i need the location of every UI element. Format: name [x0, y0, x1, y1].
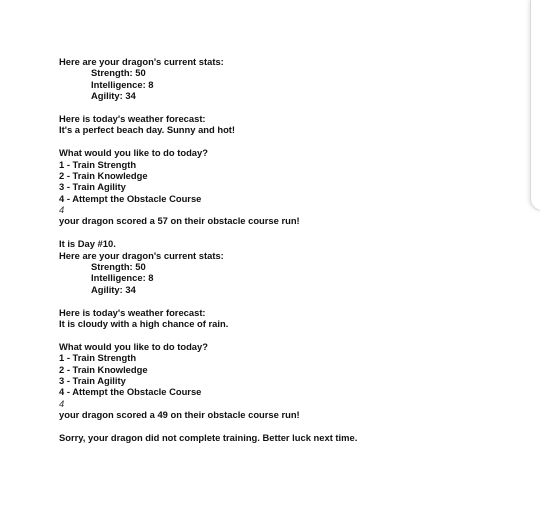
- blank-line: [59, 102, 499, 113]
- stat-intelligence: Intelligence: 8: [91, 78, 154, 90]
- stat-agility: Agility: 34: [91, 90, 136, 102]
- menu-prompt: What would you like to do today?: [59, 340, 208, 352]
- weather-header: Here is today's weather forecast:: [59, 306, 206, 318]
- stats-header: Here are your dragon's current stats:: [59, 56, 224, 67]
- stat-strength: Strength: 50: [91, 67, 146, 79]
- course-result: your dragon scored a 49 on their obstacle course run!: [59, 409, 300, 421]
- user-input[interactable]: 4: [59, 397, 65, 409]
- day-counter: It is Day #10.: [59, 238, 116, 250]
- course-result: your dragon scored a 57 on their obstacle course run!: [59, 215, 300, 227]
- stat-agility: Agility: 34: [91, 283, 136, 295]
- menu-option-1: 1 - Train Strength: [59, 158, 137, 170]
- menu-option-4: 4 - Attempt the Obstacle Course: [59, 386, 202, 398]
- menu-option-2: 2 - Train Knowledge: [59, 363, 148, 375]
- blank-line: [59, 295, 499, 306]
- final-message: Sorry, your dragon did not complete training. Better luck next time.: [59, 431, 358, 443]
- stats-header: Here are your dragon's current stats:: [59, 249, 224, 261]
- weather-header: Here is today's weather forecast:: [59, 112, 206, 124]
- menu-option-2: 2 - Train Knowledge: [59, 169, 148, 181]
- menu-option-4: 4 - Attempt the Obstacle Course: [59, 192, 202, 204]
- stat-strength: Strength: 50: [91, 261, 146, 273]
- menu-option-3: 3 - Train Agility: [59, 374, 126, 386]
- blank-line: [59, 329, 499, 340]
- user-input[interactable]: 4: [59, 204, 65, 216]
- blank-line: [59, 136, 499, 147]
- menu-prompt: What would you like to do today?: [59, 147, 208, 159]
- weather-forecast: It is cloudy with a high chance of rain.: [59, 317, 229, 329]
- blank-line: [59, 227, 499, 238]
- blank-line: [59, 421, 499, 432]
- menu-option-3: 3 - Train Agility: [59, 181, 126, 193]
- menu-option-1: 1 - Train Strength: [59, 352, 137, 364]
- weather-forecast: It's a perfect beach day. Sunny and hot!: [59, 124, 236, 136]
- console-output: [59, 56, 499, 443]
- page-edge: [530, 0, 540, 211]
- stat-intelligence: Intelligence: 8: [91, 272, 154, 284]
